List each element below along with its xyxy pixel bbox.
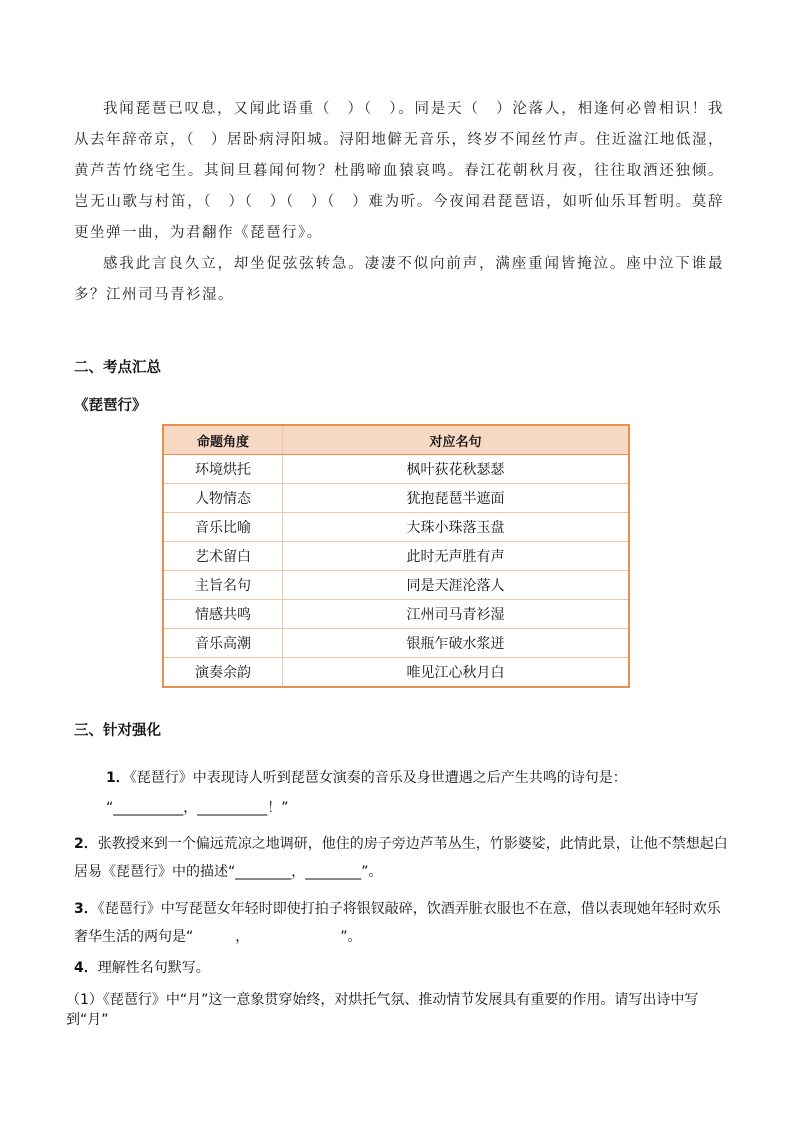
question-4-part-1: （1）《琵琶行》中“月”这一意象贯穿始终，对烘托气氛、推动情节发展具有重要的作用。请写出诗中写到“月” [66, 992, 699, 1028]
table-header-row [163, 425, 629, 455]
question-1-answer-blank[interactable]: “__________，__________！” [106, 800, 289, 816]
table-cell-quote: 大珠小珠落玉盘 [283, 513, 630, 542]
question-text: 《琵琶行》中表现诗人听到琵琶女演奏的音乐及身世遭遇之后产生共鸣的诗句是： [129, 770, 627, 786]
question-2 [74, 830, 734, 886]
section-heading-summary: 二、考点汇总 [74, 360, 161, 376]
table-row [163, 542, 629, 571]
question-number: 1． [106, 770, 130, 786]
table-cell-quote: 同是天涯沦落人 [283, 571, 630, 600]
table-cell-quote: 此时无声胜有声 [283, 542, 630, 571]
table-row [163, 658, 629, 688]
table-row [163, 629, 629, 658]
table-cell-quote: 枫叶荻花秋瑟瑟 [283, 455, 630, 484]
table-cell-angle: 音乐高潮 [163, 629, 283, 658]
question-number: 2． [74, 836, 98, 852]
table-cell-quote: 江州司马青衫湿 [283, 600, 630, 629]
table-row [163, 600, 629, 629]
section-heading-practice: 三、针对强化 [74, 723, 161, 739]
table-cell-angle: 主旨名句 [163, 571, 283, 600]
table-cell-angle: 人物情态 [163, 484, 283, 513]
question-number: 3． [74, 901, 98, 917]
question-text: 张教授来到一个偏远荒凉之地调研，他住的房子旁边芦苇丛生，竹影婆娑，此情此景，让他不禁想起白居易《琵琶行》中的描述“________，________”。 [74, 836, 728, 880]
column-header-quote: 对应名句 [283, 425, 630, 455]
table-cell-angle: 艺术留白 [163, 542, 283, 571]
question-4 [74, 958, 734, 978]
table-cell-angle: 环境烘托 [163, 455, 283, 484]
column-header-angle: 命题角度 [163, 425, 283, 455]
table-subheading: 《琵琶行》 [74, 398, 147, 414]
table-row [163, 455, 629, 484]
key-points-table [162, 424, 630, 688]
poem-paragraph-1: 我闻琵琶已叹息，又闻此语重（ ）（ ）。同是天（ ）沦落人，相逢何必曾相识！我从去年辞帝京，（ ）居卧病浔阳城。浔阳地僻无音乐，终岁不闻丝竹声。住近湓江地低湿，黄芦苦竹绕宅生。其间旦暮闻何物？杜鹃啼血猿哀鸣。春江花朝秋月夜，往往取酒还独倾。岂无山歌与村笛，（ ）（ ）（ ）（ ）难为听。今夜闻君琵琶语，如听仙乐耳暂明。莫辞更坐弹一曲，为君翻作《琵琶行》。 [74, 101, 724, 241]
table-cell-angle: 情感共鸣 [163, 600, 283, 629]
question-number: 4． [74, 960, 98, 976]
table-row [163, 513, 629, 542]
table-cell-angle: 演奏余韵 [163, 658, 283, 688]
table-cell-quote: 唯见江心秋月白 [283, 658, 630, 688]
question-1 [106, 768, 726, 788]
table-row [163, 571, 629, 600]
poem-paragraph-2: 感我此言良久立，却坐促弦弦转急。凄凄不似向前声，满座重闻皆掩泣。座中泣下谁最多？江州司马青衫湿。 [74, 256, 724, 303]
question-3 [74, 895, 734, 951]
question-text: 理解性名句默写。 [97, 960, 210, 976]
table-cell-quote: 犹抱琵琶半遮面 [283, 484, 630, 513]
poem-excerpt [74, 94, 724, 311]
question-text: 《琵琶行》中写琵琶女年轻时即使打拍子将银钗敲碎，饮酒弄脏衣服也不在意，借以表现她年轻时欢乐奢华生活的两句是“ ， ”。 [74, 901, 721, 945]
table-cell-angle: 音乐比喻 [163, 513, 283, 542]
table-cell-quote: 银瓶乍破水浆迸 [283, 629, 630, 658]
table-row [163, 484, 629, 513]
